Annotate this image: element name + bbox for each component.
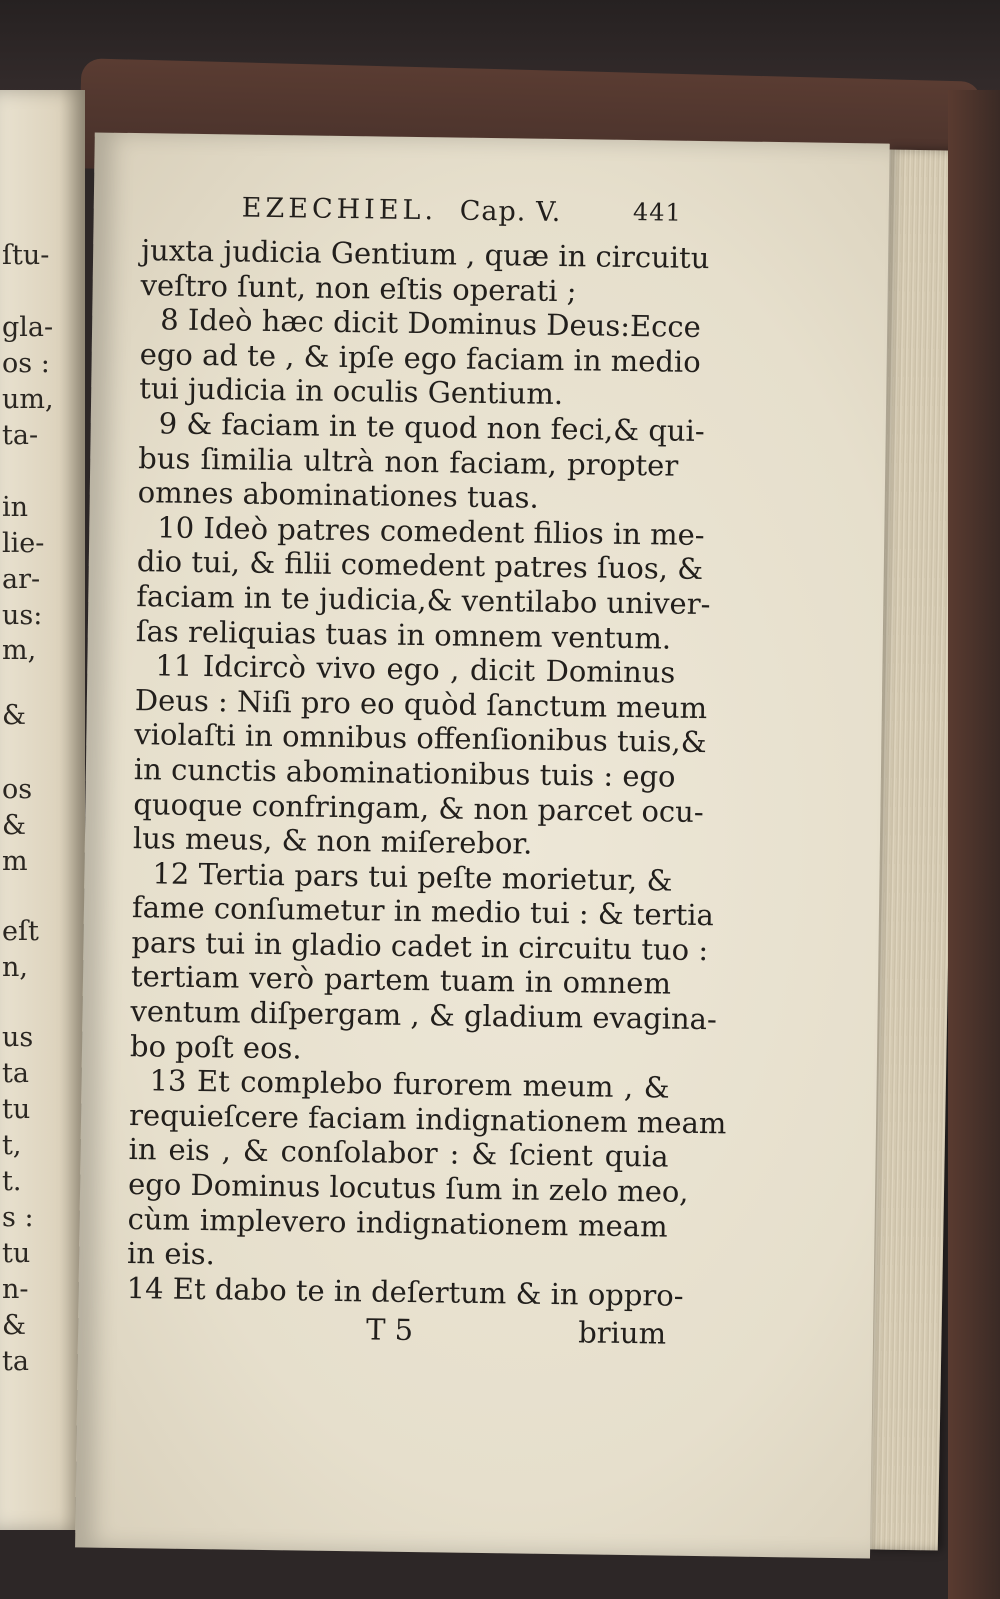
left-page-fragment: ta- (2, 420, 39, 451)
running-title: EZECHIEL. (241, 192, 438, 227)
text-line: Deus : Niſi pro eo quòd ſanctum meum (134, 682, 708, 725)
text-line: cùm implevero indignationem meam (127, 1201, 668, 1244)
text-line: requieſcere faciam indignationem meam (128, 1097, 727, 1141)
left-page-fragment: os : (2, 348, 50, 379)
catchword: brium (577, 1315, 667, 1351)
verse-line: 8 Ideò hæc dicit Dominus Deus:Ecce (159, 302, 702, 345)
left-page-fragment: ta (2, 1058, 29, 1089)
verse-line: 12 Tertia pars tui peſte morietur, & (152, 856, 673, 898)
left-page-fragment: n, (2, 952, 28, 983)
text-line: omnes abominationes tuas. (137, 475, 540, 515)
text-line: tertiam verò partem tuam in omnem (130, 959, 672, 1002)
page-footer (126, 1309, 667, 1357)
text-line: violaſti in omnibus offenſionibus tuis,& (134, 717, 707, 760)
text-line: quoque confringam, & non parcet ocu- (133, 786, 704, 829)
text-line: bus ſimilia ultrà non faciam, propter (138, 440, 679, 483)
left-page-fragment: um, (2, 384, 54, 415)
text-line: in cunctis abominationibus tuis : ego (133, 751, 676, 794)
verse-line: 11 Idcircò vivo ego , dicit Dominus (155, 648, 676, 690)
text-line: in eis , & conſolabor : & ſcient quia (128, 1132, 669, 1175)
left-page-fragment: in (2, 492, 29, 523)
left-page-fragment: gla- (2, 312, 54, 343)
book-cover-right (948, 90, 1000, 1599)
left-page-fragment: m, (2, 635, 37, 666)
text-line: ego ad te , & ipſe ego faciam in medio (139, 336, 701, 379)
text-line: dio tui, & filii comedent patres ſuos, & (136, 544, 704, 587)
left-page-fragment: tu (2, 1238, 31, 1269)
left-page-fragment: us: (2, 600, 43, 631)
left-page-fragment: os (2, 774, 33, 805)
page-number: 441 (632, 198, 682, 227)
left-page-fragment: tu (2, 1094, 31, 1125)
text-line: ſas reliquias tuas in omnem ventum. (135, 613, 672, 656)
left-page-fragment: s : (2, 1202, 34, 1233)
left-page-fragment: t. (2, 1166, 22, 1197)
left-page-fragment: & (2, 810, 27, 841)
left-page-fragment: ta (2, 1346, 29, 1377)
text-line: in eis. (126, 1236, 216, 1272)
text-line: bo poſt eos. (129, 1028, 302, 1066)
verse-line: 9 & faciam in te quod non feci,& qui- (158, 406, 705, 448)
signature-mark: T 5 (365, 1312, 414, 1348)
running-header (141, 191, 682, 241)
verse-line: 13 Et complebo furorem meum , & (149, 1063, 670, 1105)
left-page-fragment: ſtu- (2, 240, 50, 271)
text-line: juxta judicia Gentium , quæ in circuitu (140, 233, 710, 276)
text-line: tui judicia in oculis Gentium. (139, 371, 564, 412)
text-block (126, 191, 727, 1357)
left-page-fragment: & (2, 700, 27, 731)
left-page-fragment: us (2, 1022, 34, 1053)
text-line: ego Dominus locutus ſum in zelo meo, (127, 1167, 689, 1209)
text-line: pars tui in gladio cadet in circuitu tuo : (131, 924, 709, 967)
left-page-fragment: ar- (2, 564, 41, 595)
left-page-fragment: lie- (2, 528, 45, 559)
verse-line: 14 Et dabo te in deſertum & in oppro- (126, 1270, 684, 1313)
left-page (0, 90, 85, 1530)
left-page-fragment: n- (2, 1274, 29, 1305)
right-page (75, 132, 890, 1558)
verse-line: 10 Ideò patres comedent filios in me- (157, 510, 705, 552)
text-line: fame conſumetur in medio tui : & tertia (131, 890, 715, 933)
left-page-fragment: t, (2, 1130, 22, 1161)
text-line: ventum diſpergam , & gladium evagina- (130, 994, 718, 1037)
left-page-fragment: eſt (2, 916, 39, 947)
text-line: lus meus, & non miſerebor. (132, 821, 533, 861)
left-page-fragment: m (2, 846, 28, 877)
text-line: veſtro ſunt, non eſtis operati ; (140, 267, 577, 308)
left-page-fragment: & (2, 1310, 27, 1341)
chapter-label: Cap. V. (459, 195, 562, 229)
text-line: faciam in te judicia,& ventilabo univer- (136, 579, 711, 622)
